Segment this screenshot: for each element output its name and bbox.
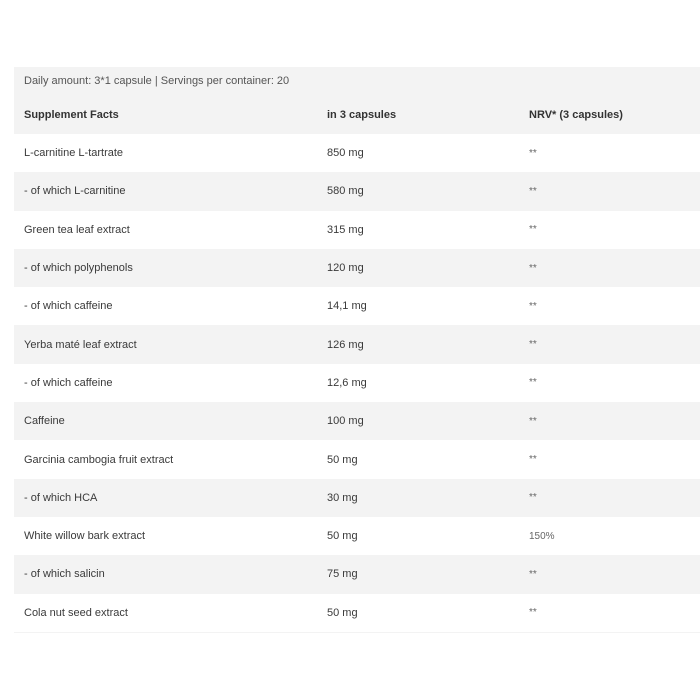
header-amount: in 3 capsules xyxy=(327,109,397,121)
ingredient-nrv: ** xyxy=(529,377,537,389)
header-nrv: NRV* (3 capsules) xyxy=(529,109,623,121)
table-row xyxy=(14,287,700,325)
table-row xyxy=(14,594,700,632)
ingredient-name: - of which L-carnitine xyxy=(24,185,126,198)
ingredient-nrv: ** xyxy=(529,415,537,427)
table-row xyxy=(14,364,700,402)
ingredient-amount: 850 mg xyxy=(327,147,364,160)
ingredient-name: Garcinia cambogia fruit extract xyxy=(24,453,174,466)
table-row xyxy=(14,402,700,440)
ingredient-name: Green tea leaf extract xyxy=(24,223,130,236)
serving-info: Daily amount: 3*1 capsule | Servings per container: 20 xyxy=(24,75,290,87)
ingredient-nrv: ** xyxy=(529,224,537,236)
ingredient-name: - of which salicin xyxy=(24,568,105,581)
ingredient-amount: 126 mg xyxy=(327,338,364,351)
ingredient-name: Yerba maté leaf extract xyxy=(24,338,137,351)
ingredient-name: White willow bark extract xyxy=(24,530,146,543)
ingredient-amount: 12,6 mg xyxy=(327,376,367,389)
ingredient-amount: 100 mg xyxy=(327,415,364,428)
ingredient-amount: 580 mg xyxy=(327,185,364,198)
supplement-facts-table xyxy=(14,96,700,632)
ingredient-name: - of which polyphenols xyxy=(24,262,133,275)
ingredient-nrv: ** xyxy=(529,339,537,351)
table-header-row xyxy=(14,96,700,134)
ingredient-name: L-carnitine L-tartrate xyxy=(24,147,124,160)
ingredient-name: Caffeine xyxy=(24,415,65,428)
ingredient-amount: 315 mg xyxy=(327,223,364,236)
table-row xyxy=(14,172,700,210)
ingredient-nrv: ** xyxy=(529,492,537,504)
ingredient-amount: 30 mg xyxy=(327,491,358,504)
ingredient-amount: 14,1 mg xyxy=(327,300,367,313)
ingredient-nrv: ** xyxy=(529,185,537,197)
table-row xyxy=(14,440,700,478)
ingredient-amount: 120 mg xyxy=(327,262,364,275)
ingredient-name: - of which caffeine xyxy=(24,376,113,389)
ingredient-name: - of which caffeine xyxy=(24,300,113,313)
ingredient-nrv: ** xyxy=(529,454,537,466)
ingredient-nrv: ** xyxy=(529,262,537,274)
ingredient-nrv: ** xyxy=(529,147,537,159)
ingredient-amount: 50 mg xyxy=(327,453,358,466)
ingredient-amount: 50 mg xyxy=(327,530,358,543)
table-row xyxy=(14,249,700,287)
table-row xyxy=(14,517,700,555)
table-row xyxy=(14,555,700,593)
table-row xyxy=(14,325,700,363)
ingredient-name: Cola nut seed extract xyxy=(24,606,128,619)
ingredient-nrv: ** xyxy=(529,568,537,580)
table-row xyxy=(14,479,700,517)
header-supplement-facts: Supplement Facts xyxy=(24,109,119,121)
ingredient-amount: 75 mg xyxy=(327,568,358,581)
ingredient-nrv: 150% xyxy=(529,530,555,542)
ingredient-nrv: ** xyxy=(529,300,537,312)
ingredient-nrv: ** xyxy=(529,607,537,619)
supplement-facts-panel xyxy=(14,67,700,633)
ingredient-name: - of which HCA xyxy=(24,491,98,504)
table-row xyxy=(14,211,700,249)
table-row xyxy=(14,134,700,172)
ingredient-amount: 50 mg xyxy=(327,606,358,619)
